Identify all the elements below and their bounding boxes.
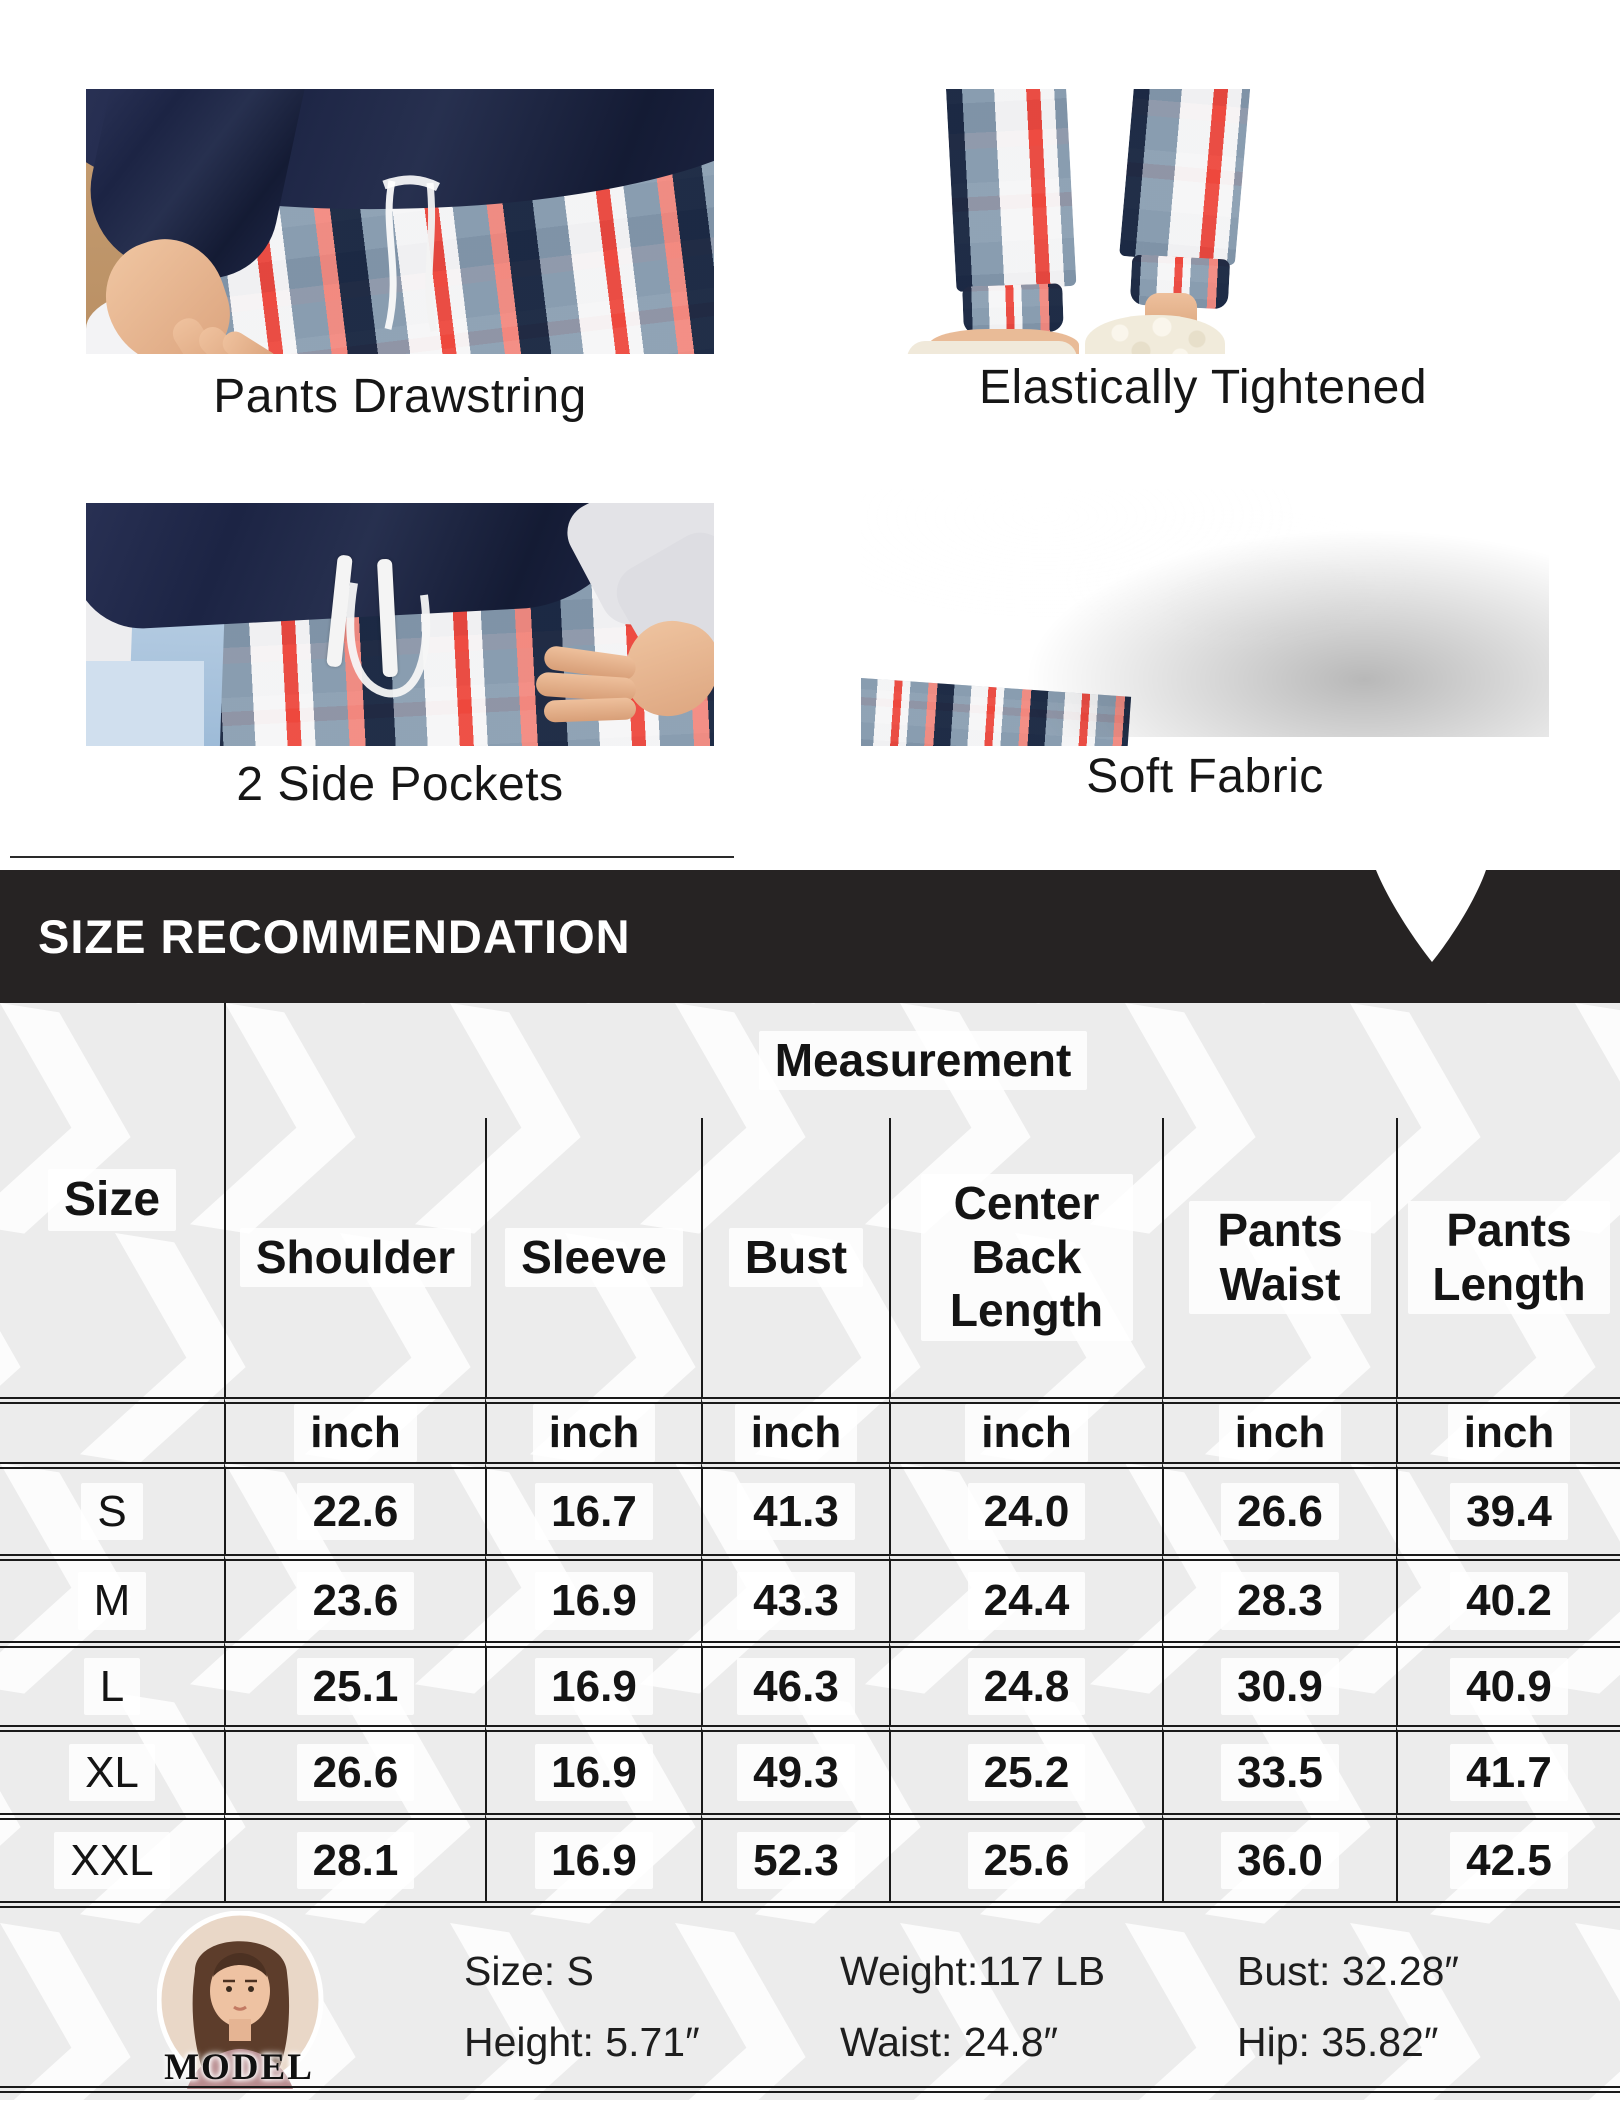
caption-side-pockets: 2 Side Pockets bbox=[236, 758, 564, 811]
value-cell: 28.1 bbox=[224, 1813, 485, 1901]
banner-notch-icon bbox=[1374, 870, 1488, 966]
value-cell: 36.0 bbox=[1162, 1813, 1396, 1901]
pant-leg-left bbox=[946, 89, 1077, 292]
drawstring-strings bbox=[86, 89, 714, 354]
bottom-divider bbox=[0, 2086, 1620, 2093]
value-cell: 41.3 bbox=[701, 1462, 889, 1554]
column-header-pants-waist: Pants Waist bbox=[1162, 1118, 1396, 1397]
slipper-left bbox=[907, 341, 1077, 354]
model-label: MODEL bbox=[164, 2047, 314, 2088]
unit-cell bbox=[0, 1397, 224, 1462]
unit-cell: inch bbox=[224, 1397, 485, 1462]
value-cell: 30.9 bbox=[1162, 1641, 1396, 1725]
size-recommendation-banner bbox=[0, 870, 1620, 1003]
pant-leg-right bbox=[1119, 89, 1251, 266]
column-header-pants-length: Pants Length bbox=[1396, 1118, 1620, 1397]
stat-hip: Hip: 35.82″ bbox=[1237, 2019, 1439, 2065]
column-header-bust: Bust bbox=[701, 1118, 889, 1397]
column-header-center-back-length: Center Back Length bbox=[889, 1118, 1162, 1397]
unit-cell: inch bbox=[701, 1397, 889, 1462]
pant-cuff-left bbox=[962, 283, 1064, 334]
photo-side-pockets bbox=[86, 503, 714, 746]
column-header-sleeve: Sleeve bbox=[485, 1118, 701, 1397]
value-cell: 46.3 bbox=[701, 1641, 889, 1725]
size-cell: XL bbox=[0, 1725, 224, 1813]
photo-elastically-tightened bbox=[889, 89, 1517, 354]
banner-title: SIZE RECOMMENDATION bbox=[38, 910, 631, 963]
value-cell: 42.5 bbox=[1396, 1813, 1620, 1901]
caption-soft-fabric: Soft Fabric bbox=[1086, 750, 1324, 803]
size-cell: XXL bbox=[0, 1813, 224, 1901]
divider-hairline bbox=[10, 856, 734, 858]
value-cell: 40.9 bbox=[1396, 1641, 1620, 1725]
drawstring-loop bbox=[86, 503, 714, 746]
value-cell: 24.0 bbox=[889, 1462, 1162, 1554]
stat-size: Size: S bbox=[464, 1948, 594, 1994]
measurement-header-cell: Measurement bbox=[224, 1003, 1620, 1118]
value-cell: 39.4 bbox=[1396, 1462, 1620, 1554]
navy-fabric bbox=[861, 489, 1549, 737]
value-cell: 25.6 bbox=[889, 1813, 1162, 1901]
value-cell: 40.2 bbox=[1396, 1554, 1620, 1641]
photo-soft-fabric bbox=[861, 489, 1549, 746]
value-cell: 16.7 bbox=[485, 1462, 701, 1554]
value-cell: 24.8 bbox=[889, 1641, 1162, 1725]
size-cell: M bbox=[0, 1554, 224, 1641]
size-cell: S bbox=[0, 1462, 224, 1554]
size-table bbox=[0, 1003, 1620, 1908]
value-cell: 25.2 bbox=[889, 1725, 1162, 1813]
value-cell: 49.3 bbox=[701, 1725, 889, 1813]
caption-elastically-tightened: Elastically Tightened bbox=[978, 361, 1428, 414]
value-cell: 26.6 bbox=[224, 1725, 485, 1813]
stat-height: Height: 5.71″ bbox=[464, 2019, 700, 2065]
column-header-shoulder: Shoulder bbox=[224, 1118, 485, 1397]
unit-cell: inch bbox=[1396, 1397, 1620, 1462]
value-cell: 41.7 bbox=[1396, 1725, 1620, 1813]
unit-cell: inch bbox=[1162, 1397, 1396, 1462]
caption-pants-drawstring: Pants Drawstring bbox=[213, 370, 587, 423]
value-cell: 16.9 bbox=[485, 1813, 701, 1901]
value-cell: 16.9 bbox=[485, 1554, 701, 1641]
value-cell: 16.9 bbox=[485, 1641, 701, 1725]
size-cell: L bbox=[0, 1641, 224, 1725]
unit-cell: inch bbox=[889, 1397, 1162, 1462]
value-cell: 26.6 bbox=[1162, 1462, 1396, 1554]
stat-bust: Bust: 32.28″ bbox=[1237, 1948, 1459, 1994]
value-cell: 22.6 bbox=[224, 1462, 485, 1554]
photo-pants-drawstring bbox=[86, 89, 714, 354]
stat-waist: Waist: 24.8″ bbox=[840, 2019, 1059, 2065]
value-cell: 28.3 bbox=[1162, 1554, 1396, 1641]
stat-weight: Weight:117 LB bbox=[840, 1948, 1106, 1994]
value-cell: 23.6 bbox=[224, 1554, 485, 1641]
value-cell: 24.4 bbox=[889, 1554, 1162, 1641]
unit-cell: inch bbox=[485, 1397, 701, 1462]
value-cell: 25.1 bbox=[224, 1641, 485, 1725]
slipper-right bbox=[1085, 315, 1225, 354]
value-cell: 16.9 bbox=[485, 1725, 701, 1813]
value-cell: 43.3 bbox=[701, 1554, 889, 1641]
value-cell: 33.5 bbox=[1162, 1725, 1396, 1813]
value-cell: 52.3 bbox=[701, 1813, 889, 1901]
size-corner-cell: Size bbox=[0, 1003, 224, 1397]
